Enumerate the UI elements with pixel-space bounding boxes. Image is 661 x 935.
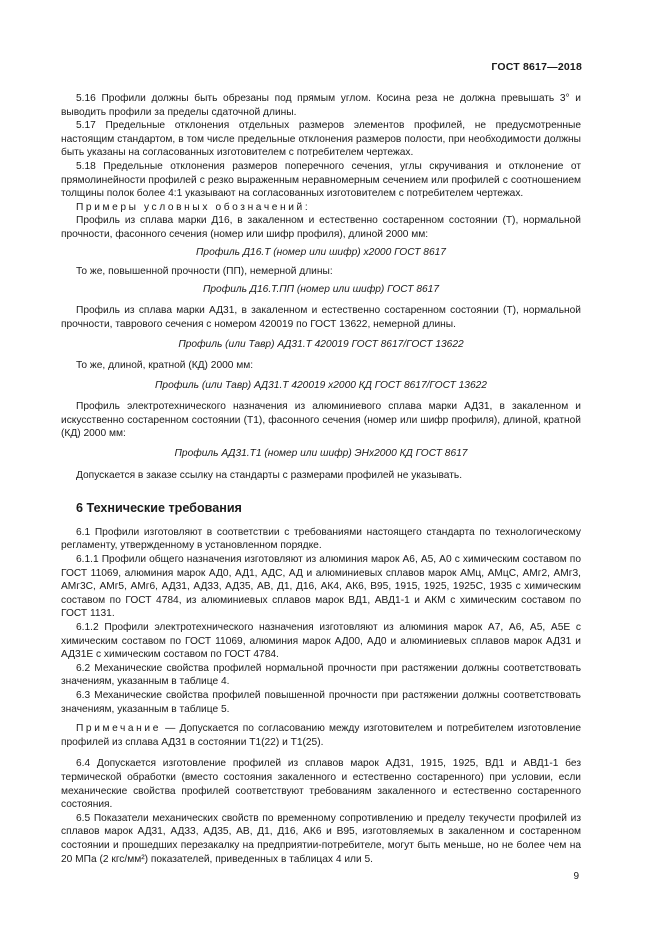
note-label: Примечание [76, 723, 161, 735]
header-standard-code: ГОСТ 8617—2018 [491, 61, 582, 73]
example-desc-3: Профиль из сплава марки АД31, в закаленном и естественно состаренном состоянии (Т), нормальной прочности, таврового сечения с номером 420019 по ГОСТ 13622, немерной длины. [61, 305, 581, 330]
section-6-title: 6 Технические требования [76, 501, 242, 516]
para-6-1-2: 6.1.2 Профили электротехнического назначения изготовляют из алюминия марок А7, А6, А5, А5Е с химическим составом по ГОСТ 11069, алюминия марок АД00, АД0 и алюминиевых сплавов марок АД31 и АД31Е с химическим составом по ГОСТ 4784. [61, 622, 581, 661]
example-desc-2: То же, повышенной прочности (ПП), немерной длины: [76, 266, 333, 278]
note [61, 722, 581, 749]
para-5-17: 5.17 Предельные отклонения отдельных размеров элементов профилей, не предусмотренные настоящим стандартом, в том числе предельные отклонения размеров полости, при необходимости должны быть указаны на согласованных изготовителем с потребителем чертежах. [61, 120, 581, 159]
example-desc-5: Профиль электротехнического назначения из алюминиевого сплава марки АД31, в закаленном и искусственно состаренном состоянии (Т1), фасонного сечения (номер или шифр профиля), длиной, кратной (КД) 2000 мм: [61, 401, 581, 440]
example-designation-1: Профиль Д16.Т (номер или шифр) х2000 ГОСТ 8617 [196, 246, 446, 258]
para-6-1-1: 6.1.1 Профили общего назначения изготовляют из алюминия марок А6, А5, А0 с химическим составом по ГОСТ 11069, алюминия марок АД0, АД1, АДС, АД и алюминиевых сплавов марок АМц, АМцС, АМг2, АМг3, АМг3С, АМг5, АМг6, АД31, АД33, АД35, АВ, Д1, Д16, АК4, АК6, В95, 1915, 1925, 1925С, 1935 с химическим составом по ГОСТ 4784, из алюминиевых сплавов марок ВД1, АВД1-1 и АКМ с химическим составом по ГОСТ 1131. [61, 554, 581, 620]
para-5-16: 5.16 Профили должны быть обрезаны под прямым углом. Косина реза не должна превышать 3° и выводить профили за пределы сдаточной длины. [61, 93, 581, 118]
para-reference-note: Допускается в заказе ссылку на стандарты с размерами профилей не указывать. [76, 469, 463, 481]
example-desc-4: То же, длиной, кратной (КД) 2000 мм: [76, 360, 254, 372]
para-5-18: 5.18 Предельные отклонения размеров поперечного сечения, углы скручивания и отклонение от прямолинейности профилей с резко выраженным неравномерным сечением или профилей с соотношением толщины полок более 4:1 указывают на согласованных изготовителем с потребителем чертежах. [61, 160, 581, 200]
para-6-3: 6.3 Механические свойства профилей повышенной прочности при растяжении должны соответствовать значениям, указанным в таблице 5. [61, 689, 581, 715]
example-designation-2: Профиль Д16.Т.ПП (номер или шифр) ГОСТ 8617 [202, 283, 439, 295]
para-6-5: 6.5 Показатели механических свойств по временному сопротивлению и пределу текучести профилей из сплавов марок АД31, АД33, АД35, АВ, Д1, Д16, АК6 и В95, изготовляемых в закаленном и состаренном состоянии и прошедших перезакалку на предприятии-потребителе, могут быть меньше, но не более чем на 20 МПа (2 кгс/мм²) показателей, приведенных в таблицах 4 или 5. [61, 812, 581, 865]
page-number: 9 [573, 871, 579, 882]
example-desc-1: Профиль из сплава марки Д16, в закаленном и естественно состаренном состоянии (Т), нормальной прочности, фасонного сечения (номер или шифр профиля), длиной 2000 мм: [61, 215, 581, 240]
examples-heading: Примеры условных обозначений: [76, 201, 311, 213]
document-body [61, 92, 581, 866]
example-designation-3: Профиль (или Тавр) АД31.Т 420019 ГОСТ 8617/ГОСТ 13622 [178, 338, 464, 350]
para-6-4: 6.4 Допускается изготовление профилей из сплавов марок АД31, 1915, 1925, ВД1 и АВД1-1 без термической обработки (вместо состояния закаленного и естественно состаренного) при условии, если механические свойства профилей соответствуют требованиям закаленного и естественно состаренного состояния. [61, 758, 581, 811]
para-6-2: 6.2 Механические свойства профилей нормальной прочности при растяжении должны соответствовать значениям, указанным в таблице 4. [61, 662, 581, 688]
example-designation-4: Профиль (или Тавр) АД31.Т 420019 х2000 КД ГОСТ 8617/ГОСТ 13622 [155, 379, 487, 391]
para-6-1: 6.1 Профили изготовляют в соответствии с требованиями настоящего стандарта по технологическому регламенту, утвержденному в установленном порядке. [61, 526, 581, 552]
note-text: — Допускается по согласованию между изготовителем и потребителем изготовление профилей из сплава АД31 в состоянии Т1(22) и Т1(25). [61, 723, 581, 748]
example-designation-5: Профиль АД31.Т1 (номер или шифр) ЭНх2000 КД ГОСТ 8617 [174, 448, 468, 460]
